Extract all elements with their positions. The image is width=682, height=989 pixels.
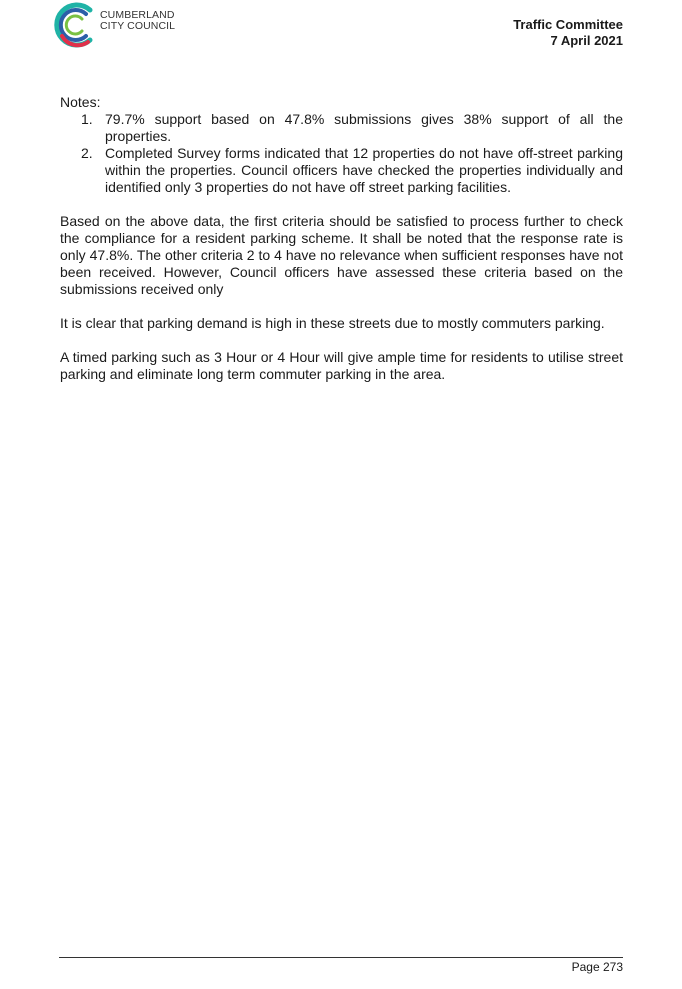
list-number: 1. <box>81 111 93 127</box>
footer-divider <box>59 957 623 958</box>
paragraph-criteria-assessment: Based on the above data, the first criteria should be satisfied to process further to check the compliance for a resident parking scheme. It shall be noted that the response rate is only 47.8%. The other criteria 2 to 4 have no relevance when sufficient responses have not been received. However, Council officers have assessed these criteria based on the submissions received only <box>60 213 623 297</box>
page-header <box>0 0 682 60</box>
paragraph-parking-demand: It is clear that parking demand is high in these streets due to mostly commuters parking. <box>60 315 605 331</box>
cumberland-logo <box>50 0 180 50</box>
list-number: 2. <box>81 145 93 161</box>
list-item <box>60 111 623 145</box>
notes-heading: Notes: <box>60 94 101 110</box>
paragraph-timed-parking: A timed parking such as 3 Hour or 4 Hour will give ample time for residents to utilise street parking and eliminate long term commuter parking in the area. <box>60 349 623 382</box>
committee-name: Traffic Committee <box>513 17 623 32</box>
list-text: Completed Survey forms indicated that 12 properties do not have off-street parking within the properties. Council officers have checked the properties individually and identified only 3 properties do not have off street parking facilities. <box>105 145 623 195</box>
logo-wordmark <box>100 10 175 32</box>
list-item <box>60 145 623 196</box>
meeting-meta <box>513 17 623 49</box>
logo-line-2: CITY COUNCIL <box>100 20 176 32</box>
list-text: 79.7% support based on 47.8% submissions gives 38% support of all the properties. <box>105 111 623 144</box>
logo-mark-icon <box>50 0 100 50</box>
notes-list <box>60 111 623 196</box>
page-number: Page 273 <box>571 960 623 974</box>
logo-line-1: CUMBERLAND <box>100 9 175 21</box>
meeting-date: 7 April 2021 <box>550 33 623 48</box>
document-body <box>60 94 623 383</box>
